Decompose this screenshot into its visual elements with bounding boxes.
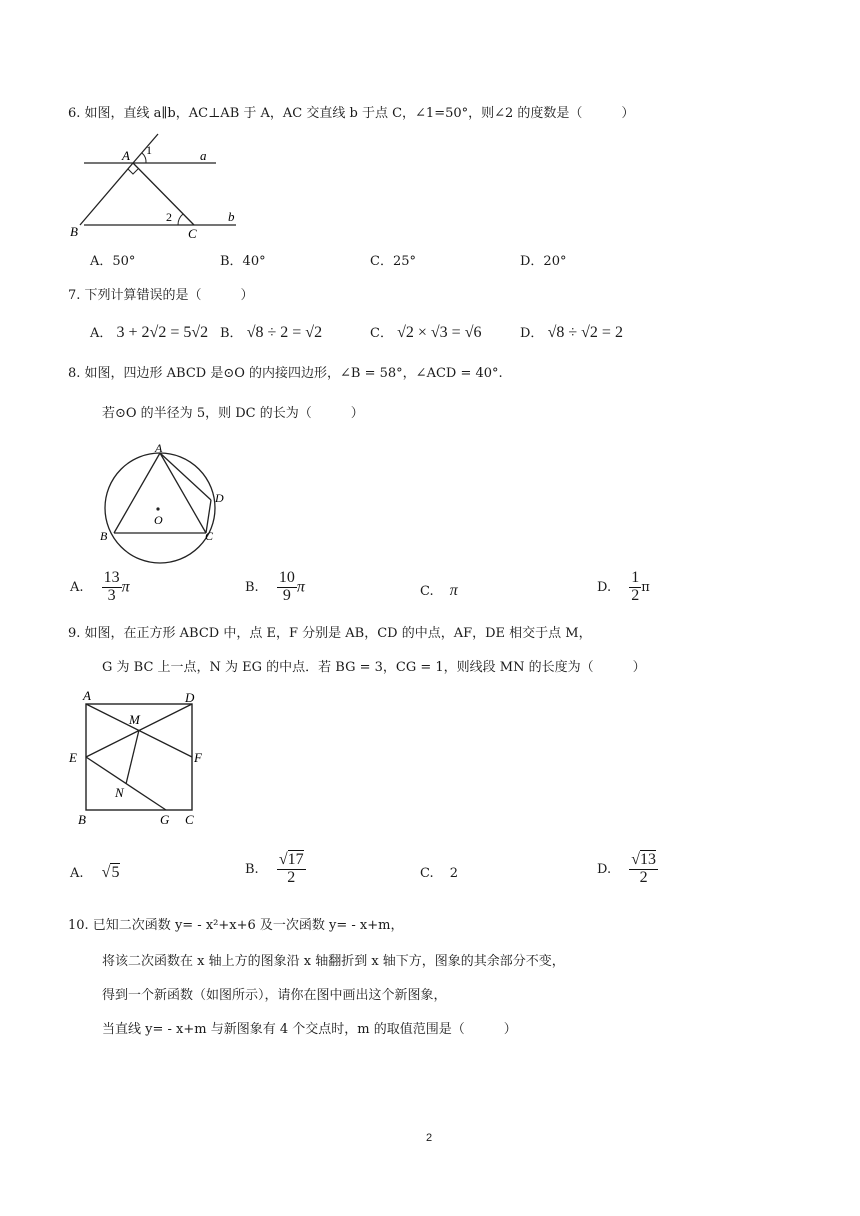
q9-option-b: B. $\frac{√17}{2}$ <box>245 851 304 886</box>
q9-label-F: F <box>194 750 202 765</box>
q6-option-a: A．50° <box>90 254 136 269</box>
q7-option-a-expr: 3 + 2√2 = 5√2 <box>116 324 209 341</box>
q7-option-a: A． 3 + 2√2 = 5√2 <box>90 324 209 341</box>
q9-label-C: C <box>185 812 194 827</box>
q9-label-N: N <box>115 785 124 800</box>
q10-line2: 将该二次函数在 x 轴上方的图象沿 x 轴翻折到 x 轴下方，图象的其余部分不变， <box>102 954 565 969</box>
q6-label-a: a <box>200 148 207 163</box>
q6-stem: 6. 如图，直线 a∥b，AC⊥AB 于 A，AC 交直线 b 于点 C，∠1=50°，则∠2 的度数是（ ） <box>68 106 635 121</box>
q6-option-b: B．40° <box>220 254 266 269</box>
q9-figure <box>66 686 216 831</box>
q8-label-O: O <box>154 513 163 527</box>
q7-option-c: C． √2 × √3 = √6 <box>370 324 482 341</box>
q8-option-c: C. π <box>420 582 458 599</box>
q6-option-d: D．20° <box>520 254 567 269</box>
q6-label-b: b <box>228 209 235 224</box>
q8-option-a: A. $\frac{13}{3}$ π <box>70 569 130 604</box>
q6-figure <box>66 128 246 240</box>
q6-label-1: 1 <box>146 143 152 157</box>
q9-label-D: D <box>185 690 195 705</box>
q8-label-A: A <box>155 441 163 455</box>
q8-label-B: B <box>100 529 108 543</box>
q8-stem-line1: 8. 如图，四边形 ABCD 是⊙O 的内接四边形，∠B = 58°，∠ACD = 40°. <box>68 366 503 381</box>
q9-option-a: A. √5 <box>70 864 120 881</box>
q9-stem-line1: 9. 如图，在正方形 ABCD 中，点 E，F 分别是 AB，CD 的中点，AF，DE 相交于点 M， <box>68 626 592 641</box>
q7-option-b-expr: √8 ÷ 2 = √2 <box>246 324 323 341</box>
q7-option-d: D． √8 ÷ √2 = 2 <box>520 324 623 341</box>
q9-stem-line2: G 为 BC 上一点，N 为 EG 的中点．若 BG = 3，CG = 1，则线段 MN 的长度为（ ） <box>102 660 646 675</box>
q8-label-D: D <box>215 491 224 505</box>
q9-label-E: E <box>69 750 77 765</box>
q9-option-c: C. 2 <box>420 866 459 881</box>
q9-option-d: D. $\frac{√13}{2}$ <box>597 851 657 886</box>
q6-label-C: C <box>188 226 197 240</box>
q10-line4: 当直线 y= - x+m 与新图象有 4 个交点时，m 的取值范围是（ ） <box>102 1022 517 1037</box>
q8-option-d: D. $\frac{1}{2}$ π <box>597 569 650 604</box>
q8-option-b: B. $\frac{10}{9}$ π <box>245 569 305 604</box>
q8-label-C: C <box>205 529 214 543</box>
q6-label-2: 2 <box>166 210 172 224</box>
q9-label-A: A <box>83 688 91 703</box>
page-number: 2 <box>426 1132 433 1144</box>
q7-option-b: B． √8 ÷ 2 = √2 <box>220 324 323 341</box>
q7-option-d-expr: √8 ÷ √2 = 2 <box>547 324 623 341</box>
q8-stem-line2: 若⊙O 的半径为 5，则 DC 的长为（ ） <box>102 406 364 421</box>
q9-label-M: M <box>129 712 140 727</box>
q7-stem: 7. 下列计算错误的是（ ） <box>68 288 254 303</box>
q8-figure <box>95 440 235 565</box>
q7-option-c-expr: √2 × √3 = √6 <box>397 324 482 341</box>
q6-label-B: B <box>70 224 78 239</box>
q9-label-B: B <box>78 812 86 827</box>
q9-label-G: G <box>160 812 170 827</box>
q6-label-A: A <box>122 148 130 163</box>
q10-line1: 10. 已知二次函数 y= - x²+x+6 及一次函数 y= - x+m， <box>68 918 404 933</box>
q6-option-c: C．25° <box>370 254 416 269</box>
q10-line3: 得到一个新函数（如图所示），请你在图中画出这个新图象， <box>102 988 447 1003</box>
